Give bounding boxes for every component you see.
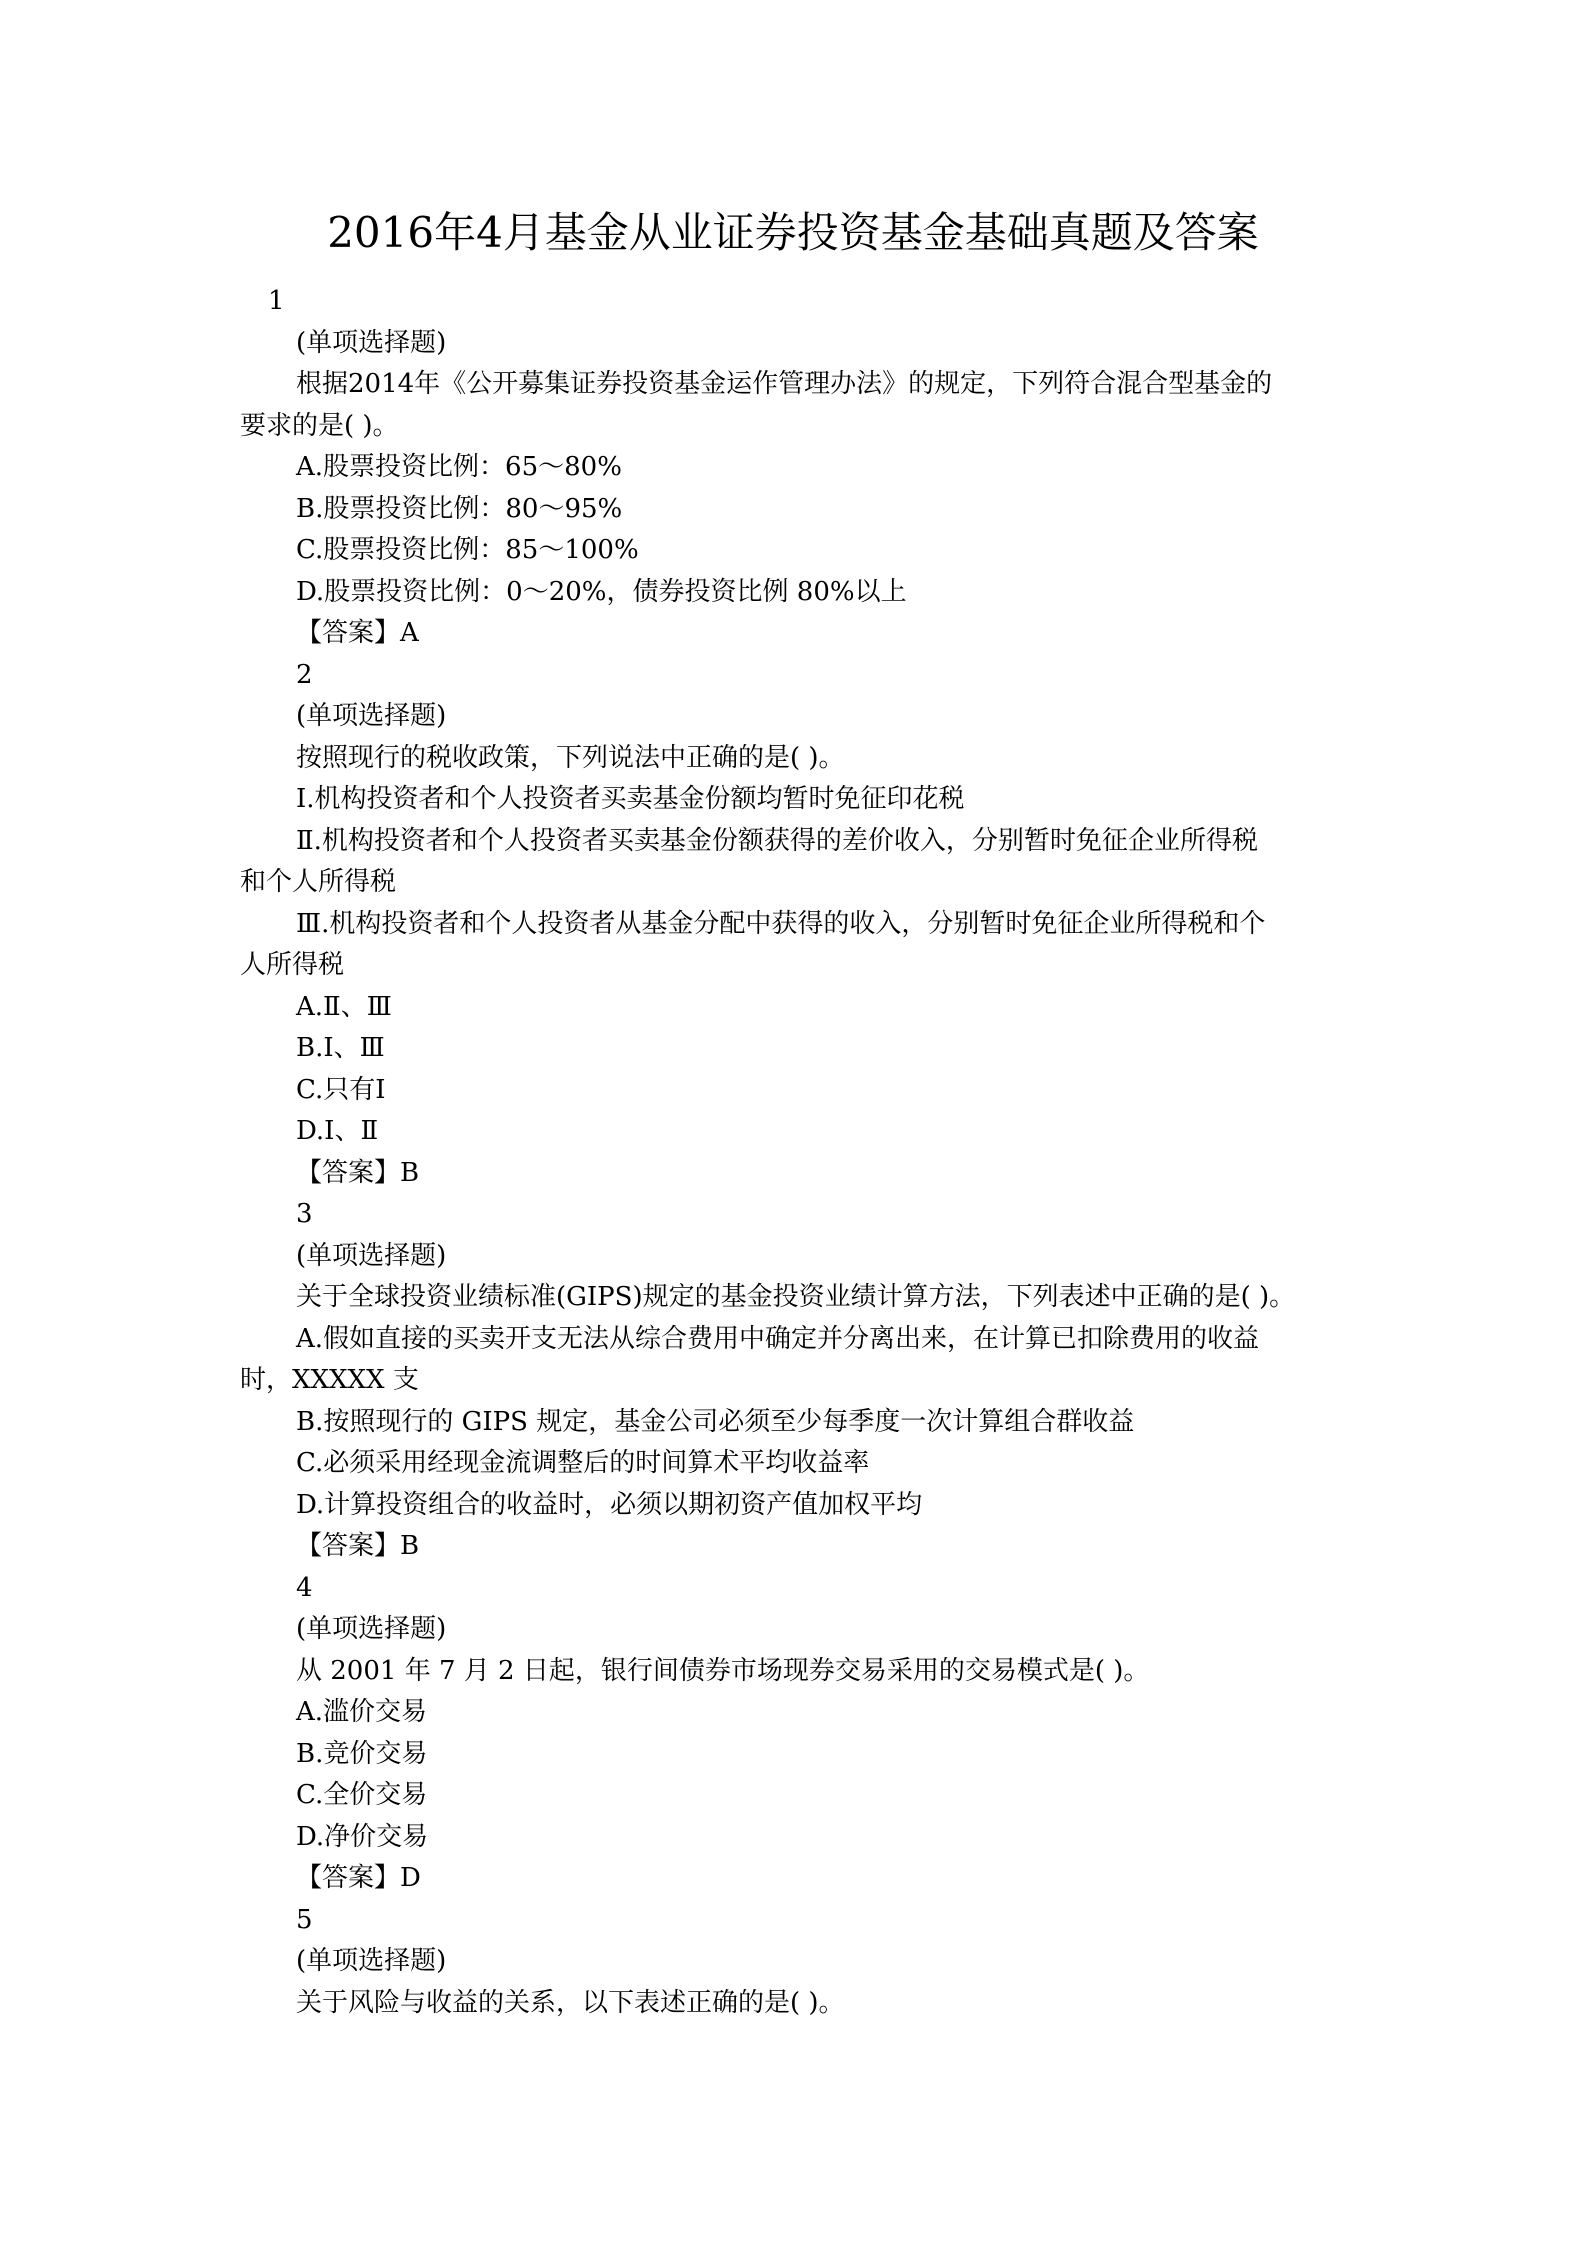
statement-2-continued: 和个人所得税 xyxy=(240,867,397,897)
question-stem: 关于风险与收益的关系，以下表述正确的是( )。 xyxy=(296,1987,845,2018)
option-d: D.净价交易 xyxy=(296,1821,429,1852)
question-number: 4 xyxy=(296,1572,313,1603)
option-c: C.只有Ⅰ xyxy=(296,1074,386,1105)
question-type: (单项选择题) xyxy=(296,327,447,358)
question-stem: 按照现行的税收政策，下列说法中正确的是( )。 xyxy=(296,742,845,773)
question-stem: 从 2001 年 7 月 2 日起，银行间债券市场现券交易采用的交易模式是( )。 xyxy=(296,1655,1150,1686)
document-body xyxy=(240,281,1355,2024)
statement-3: Ⅲ.机构投资者和个人投资者从基金分配中获得的收入，分别暂时免征企业所得税和个 xyxy=(296,908,1266,939)
statement-1: Ⅰ.机构投资者和个人投资者买卖基金份额均暂时免征印花税 xyxy=(296,784,965,814)
question-type: (单项选择题) xyxy=(296,1946,447,1976)
question-type: (单项选择题) xyxy=(296,1614,447,1644)
option-c: C.股票投资比例：85～100% xyxy=(296,535,639,565)
question-number: 5 xyxy=(296,1904,313,1935)
option-b: B.竞价交易 xyxy=(296,1738,428,1769)
answer: 【答案】A xyxy=(296,618,419,648)
option-c: C.必须采用经现金流调整后的时间算术平均收益率 xyxy=(296,1448,870,1478)
option-a-continued: 时，XXXXX 支 xyxy=(240,1365,419,1395)
question-stem: 关于全球投资业绩标准(GIPS)规定的基金投资业绩计算方法，下列表述中正确的是( )。 xyxy=(296,1282,1296,1312)
question-type: (单项选择题) xyxy=(296,1240,447,1271)
option-b: B.股票投资比例：80～95% xyxy=(296,493,623,524)
question-number: 1 xyxy=(268,286,285,316)
answer: 【答案】B xyxy=(296,1531,420,1561)
option-c: C.全价交易 xyxy=(296,1780,428,1810)
option-b: B.Ⅰ、Ⅲ xyxy=(296,1033,385,1063)
option-d: D.Ⅰ、Ⅱ xyxy=(296,1116,379,1146)
option-a: A.滥价交易 xyxy=(296,1697,428,1727)
option-a: A.Ⅱ、Ⅲ xyxy=(296,991,392,1022)
answer: 【答案】D xyxy=(296,1863,421,1893)
answer: 【答案】B xyxy=(296,1157,420,1188)
option-a: A.股票投资比例：65～80% xyxy=(296,452,622,482)
question-stem-continued: 要求的是( )。 xyxy=(240,410,399,441)
option-d: D.股票投资比例：0～20%，债券投资比例 80%以上 xyxy=(296,576,907,607)
option-a: A.假如直接的买卖开支无法从综合费用中确定并分离出来，在计算已扣除费用的收益 xyxy=(296,1323,1260,1354)
question-number: 2 xyxy=(296,659,313,690)
statement-2: Ⅱ.机构投资者和个人投资者买卖基金份额获得的差价收入，分别暂时免征企业所得税 xyxy=(296,825,1258,856)
statement-3-continued: 人所得税 xyxy=(240,950,345,980)
document-title: 2016年4月基金从业证券投资基金基础真题及答案 xyxy=(327,208,1259,257)
option-b: B.按照现行的 GIPS 规定，基金公司必须至少每季度一次计算组合群收益 xyxy=(296,1406,1135,1437)
question-type: (单项选择题) xyxy=(296,701,447,731)
question-stem: 根据2014年《公开募集证券投资基金运作管理办法》的规定，下列符合混合型基金的 xyxy=(296,369,1273,399)
option-d: D.计算投资组合的收益时，必须以期初资产值加权平均 xyxy=(296,1489,923,1520)
question-number: 3 xyxy=(296,1199,313,1229)
